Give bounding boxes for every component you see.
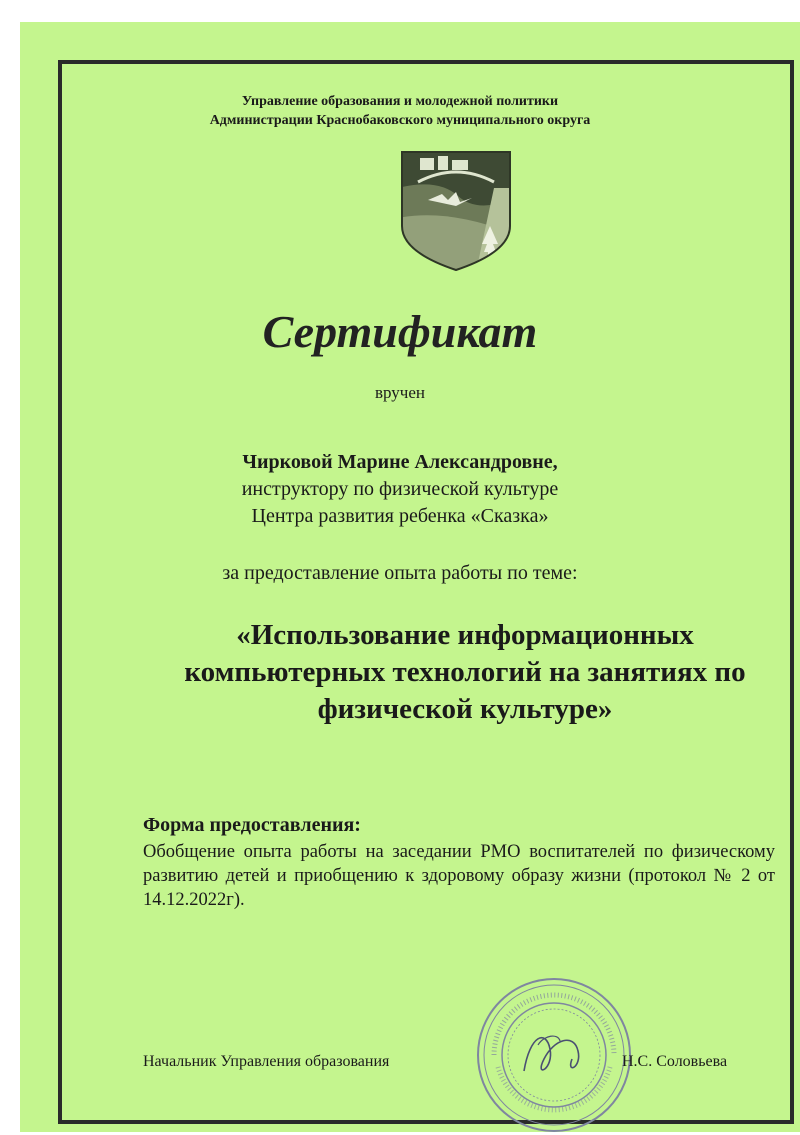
recipient-block xyxy=(0,449,800,530)
coat-of-arms-icon xyxy=(398,148,514,272)
form-description: Обобщение опыта работы на заседании РМО воспитателей по физическому развитию детей и приобщению к здоровому образу жизни (протокол № 2 от 14.12.2022г). xyxy=(143,842,775,910)
topic-title xyxy=(90,617,800,728)
topic-line-1: «Использование информационных xyxy=(236,619,694,651)
topic-line-2: компьютерных технологий на занятиях по xyxy=(184,656,746,688)
issuer-line-1: Управление образования и молодежной политики xyxy=(241,94,559,109)
recipient-position: инструктору по физической культуре xyxy=(241,478,559,500)
issuer-header xyxy=(0,92,800,130)
issuer-line-2: Администрации Краснобаковского муниципального округа xyxy=(209,113,591,128)
topic-line-3: физической культуре» xyxy=(317,693,613,725)
for-label: за предоставление опыта работы по теме: xyxy=(222,562,578,584)
recipient-name: Чирковой Марине Александровне, xyxy=(242,451,558,473)
signatory-position: Начальник Управления образования xyxy=(143,1053,390,1070)
recipient-organization: Центра развития ребенка «Сказка» xyxy=(251,505,549,527)
certificate-title: Сертификат xyxy=(262,306,538,357)
signatory-name: Н.С. Соловьева xyxy=(622,1053,728,1070)
awarded-label: вручен xyxy=(375,383,425,402)
form-heading: Форма предоставления: xyxy=(143,814,361,836)
official-seal-icon xyxy=(474,975,634,1135)
